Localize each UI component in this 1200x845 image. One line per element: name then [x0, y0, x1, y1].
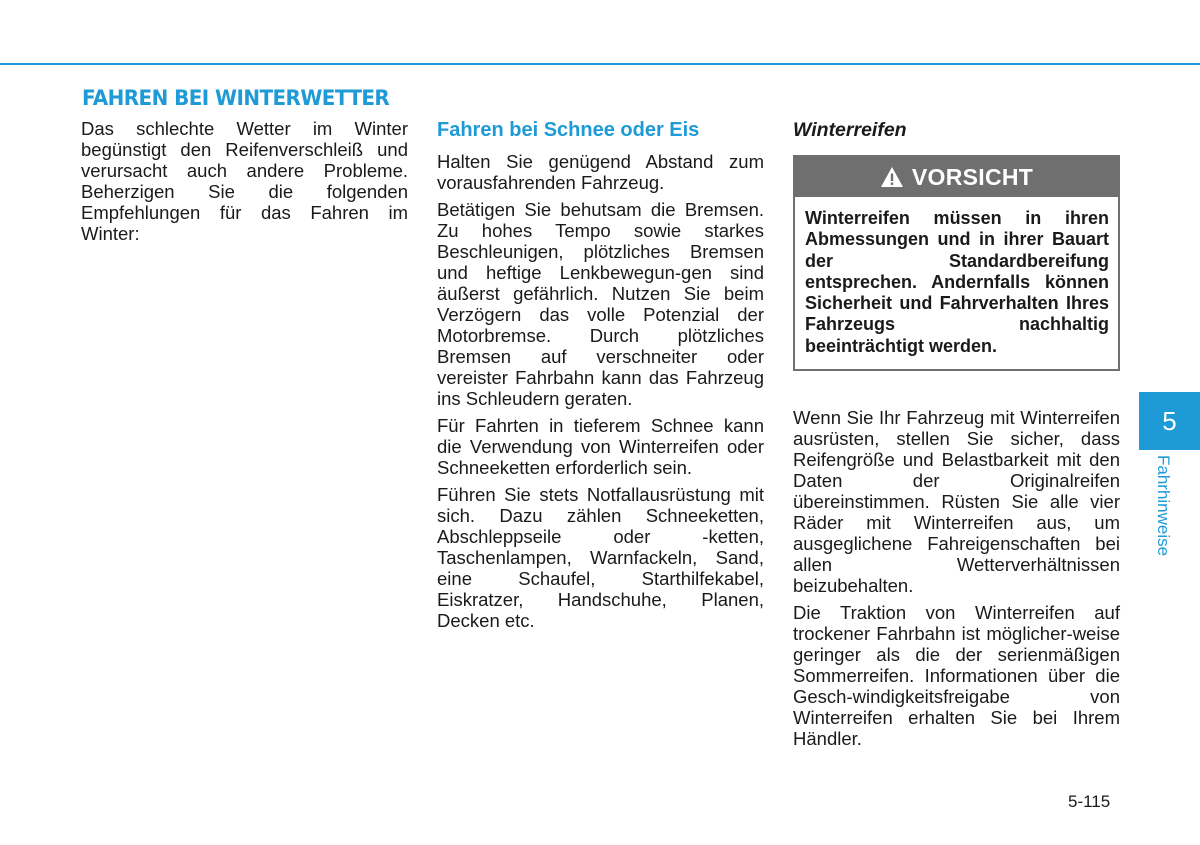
paragraph: Betätigen Sie behutsam die Bremsen. Zu hohes Tempo sowie starkes Beschleunigen, plötzliches Bremsen und heftige Lenkbewegun-gen sind äußerst gefährlich. Nutzen Sie beim Verzögern das volle Potenzial der Motorbremse. Durch plötzliches Bremsen auf verschneiter oder vereister Fahrbahn kann das Fahrzeug ins Schleudern geraten. [437, 199, 764, 409]
page-title: FAHREN BEI WINTERWETTER [82, 86, 390, 110]
paragraph: Führen Sie stets Notfallausrüstung mit sich. Dazu zählen Schneeketten, Abschleppseile oder -ketten, Taschenlampen, Warnfackeln, Sand, eine Schaufel, Starthilfekabel, Eiskratzer, Handschuhe, Planen, Decken etc. [437, 484, 764, 631]
chapter-number-tab: 5 [1139, 392, 1200, 450]
paragraph: Wenn Sie Ihr Fahrzeug mit Winterreifen ausrüsten, stellen Sie sicher, dass Reifengröße und Belastbarkeit mit den Daten der Originalreifen übereinstimmen. Rüsten Sie alle vier Räder mit Winterreifen aus, um ausgeglichene Fahreigenschaften bei allen Wetterverhältnissen beizubehalten. [793, 407, 1120, 597]
column-winter-tires [793, 118, 1120, 755]
section-heading-snow-ice: Fahren bei Schnee oder Eis [437, 119, 700, 141]
caution-label: VORSICHT [911, 163, 1034, 190]
paragraph: Die Traktion von Winterreifen auf trockener Fahrbahn ist möglicher-weise geringer als die der serienmäßigen Sommerreifen. Informationen über die Gesch-windigkeitsfreigabe von Winterreifen erhalten Sie bei Ihrem Händler. [793, 602, 1120, 750]
chapter-label: Fahrhinweise [1154, 455, 1173, 557]
paragraph: Halten Sie genügend Abstand zum vorausfahrenden Fahrzeug. [437, 151, 764, 193]
caution-box [793, 155, 1120, 371]
column-intro [81, 118, 408, 250]
caution-header [795, 157, 1118, 197]
header-rule [0, 63, 1200, 65]
intro-paragraph: Das schlechte Wetter im Winter begünstigt den Reifenverschleiß und verursacht auch andere Probleme. Beherzigen Sie die folgenden Empfehlungen für das Fahren im Winter: [81, 118, 408, 244]
section-heading-winter-tires: Winterreifen [793, 119, 907, 141]
warning-triangle-icon [880, 166, 904, 188]
paragraph: Für Fahrten in tieferem Schnee kann die Verwendung von Winterreifen oder Schneeketten erforderlich sein. [437, 415, 764, 478]
page-number: 5-115 [1068, 792, 1111, 811]
column-snow-ice [437, 118, 764, 637]
caution-text: Winterreifen müssen in ihren Abmessungen und in ihrer Bauart der Standardbereifung entsprechen. Andernfalls können Sicherheit und Fahrverhalten Ihres Fahrzeugs nachhaltig beeinträchtigt werden. [805, 208, 1109, 356]
